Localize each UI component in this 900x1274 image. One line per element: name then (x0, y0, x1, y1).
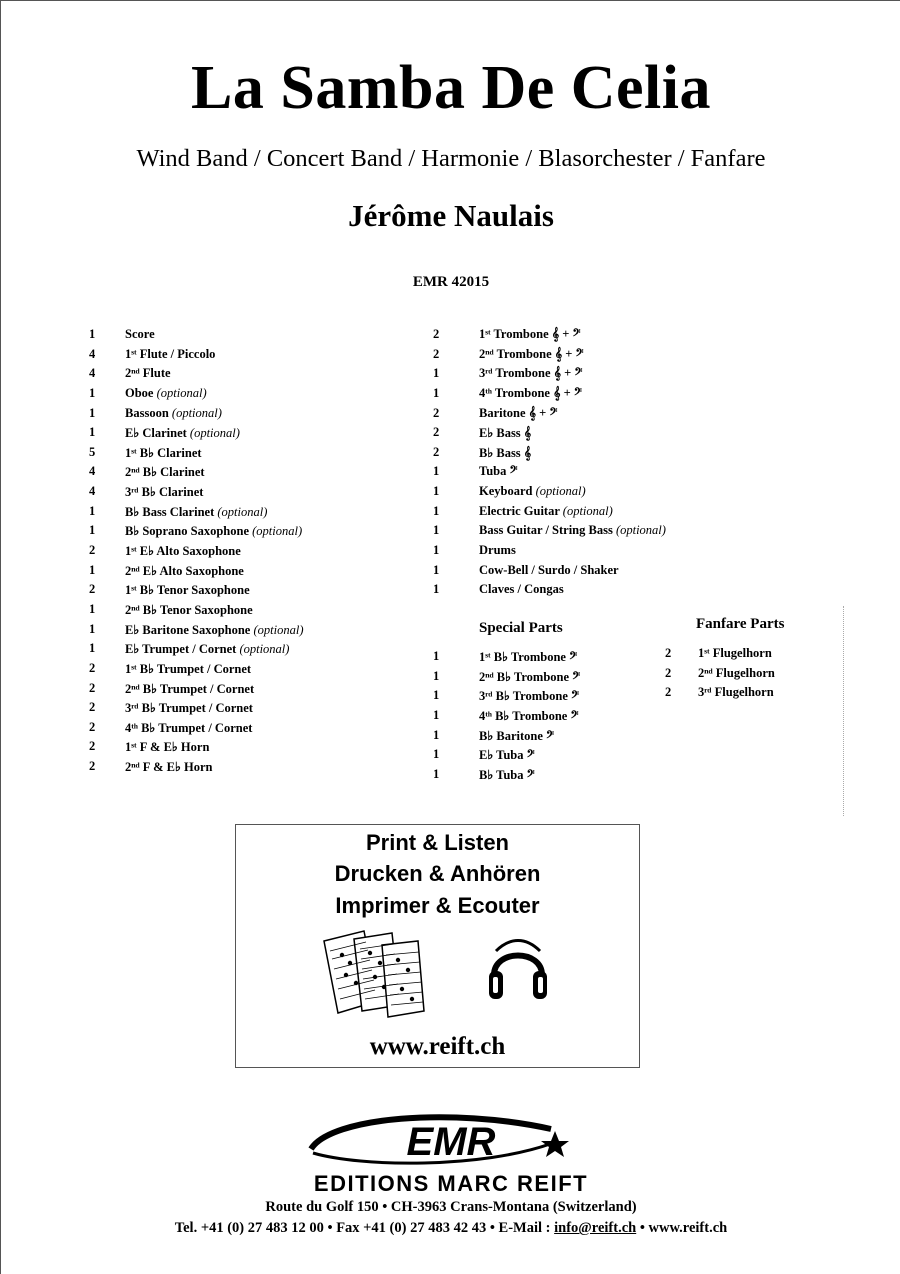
part-row (665, 666, 845, 686)
part-row (89, 759, 419, 779)
part-row (433, 543, 763, 563)
part-quantity: 2 (433, 346, 440, 361)
part-quantity: 2 (89, 719, 96, 734)
part-name (125, 582, 250, 598)
part-name (479, 523, 666, 538)
part-quantity: 2 (433, 444, 440, 459)
part-quantity: 4 (89, 366, 96, 381)
fanfare-parts-heading: Fanfare Parts (696, 616, 785, 632)
part-row (89, 327, 419, 347)
part-name-text: E♭ Clarinet (125, 426, 190, 441)
part-name (125, 759, 212, 775)
contact-phone-fax: Tel. +41 (0) 27 483 12 00 • Fax +41 (0) 27 483 42 43 • E-Mail : (174, 1220, 555, 1236)
part-name (698, 646, 772, 661)
part-name (125, 523, 302, 539)
part-row (89, 347, 419, 367)
emr-logo-mark: EMR (406, 1120, 496, 1164)
part-row (433, 747, 673, 767)
part-name-text: Bass Guitar / String Bass (479, 523, 616, 538)
part-name-text: 3ʳᵈ B♭ Trombone 𝄢 (479, 689, 580, 704)
part-row (433, 582, 763, 602)
part-name-text: Bassoon (125, 405, 172, 420)
part-quantity: 1 (89, 385, 96, 400)
part-row (433, 366, 763, 386)
part-quantity: 2 (89, 700, 96, 715)
part-row (89, 464, 419, 484)
optional-tag: (optional) (189, 426, 240, 441)
part-name-text: 1ˢᵗ B♭ Tenor Saxophone (125, 583, 250, 598)
part-name-text: 2ⁿᵈ B♭ Trombone 𝄢 (479, 669, 581, 684)
part-name-text: E♭ Baritone Saxophone (125, 622, 254, 637)
optional-tag: (optional) (252, 524, 303, 539)
part-quantity: 2 (665, 665, 672, 680)
part-name (479, 563, 619, 578)
part-name-text: 2ⁿᵈ Flute (125, 366, 171, 381)
part-quantity: 1 (433, 707, 440, 722)
part-row (89, 622, 419, 642)
part-quantity: 1 (433, 523, 440, 538)
optional-tag: (optional) (239, 642, 290, 657)
part-row (433, 767, 673, 787)
part-name (479, 347, 584, 362)
part-name-text: 4ᵗʰ B♭ Trumpet / Cornet (125, 720, 253, 735)
part-quantity: 1 (89, 601, 96, 616)
parts-list-left (89, 327, 419, 779)
part-name (125, 347, 215, 362)
part-row (433, 464, 763, 484)
part-name (479, 688, 579, 704)
piece-title: La Samba De Celia (191, 54, 711, 122)
email-link[interactable]: info@reift.ch (554, 1220, 637, 1236)
part-name-text: B♭ Soprano Saxophone (125, 524, 253, 539)
part-name-text: 1ˢᵗ Flugelhorn (698, 646, 772, 660)
part-name-text: E♭ Tuba 𝄢 (479, 748, 535, 763)
part-name-text: 1ˢᵗ E♭ Alto Saxophone (125, 544, 241, 559)
part-quantity: 1 (433, 484, 440, 499)
part-row (89, 523, 419, 543)
part-name-text: Oboe (125, 385, 157, 400)
optional-tag: (optional) (217, 504, 268, 519)
part-name (479, 504, 613, 519)
part-name-text: 2ⁿᵈ F & E♭ Horn (125, 760, 213, 775)
catalog-number: EMR 42015 (412, 274, 490, 290)
part-name (125, 366, 171, 381)
part-name (479, 425, 531, 441)
part-quantity: 2 (89, 739, 96, 754)
optional-tag: (optional) (562, 503, 613, 518)
edge-line (843, 606, 844, 816)
part-name (698, 685, 774, 700)
part-row (433, 523, 763, 543)
part-name-text: E♭ Trumpet / Cornet (125, 642, 240, 657)
publisher-contact (1, 1220, 900, 1237)
part-name (125, 327, 155, 342)
part-name-text: 2ⁿᵈ B♭ Trumpet / Cornet (125, 681, 255, 696)
part-name-text: 1ˢᵗ Flute / Piccolo (125, 346, 216, 361)
special-parts-heading: Special Parts (479, 620, 563, 636)
optional-tag: (optional) (253, 622, 304, 637)
part-row (433, 347, 763, 367)
part-name (479, 484, 586, 499)
part-row (89, 641, 419, 661)
promo-url[interactable]: www.reift.ch (369, 1033, 506, 1060)
part-name-text: 2ⁿᵈ E♭ Alto Saxophone (125, 563, 244, 578)
part-name-text: 4ᵗʰ B♭ Trombone 𝄢 (479, 708, 579, 723)
part-row (89, 661, 419, 681)
publisher-name: EDITIONS MARC REIFT (313, 1171, 589, 1196)
part-name (125, 681, 254, 697)
part-quantity: 1 (89, 405, 96, 420)
part-name (479, 464, 518, 479)
part-name-text: Score (125, 327, 155, 341)
part-name-text: Tuba 𝄢 (479, 464, 518, 479)
part-row (433, 386, 763, 406)
print-listen-box[interactable] (235, 824, 640, 1068)
part-row (433, 649, 673, 669)
optional-tag: (optional) (156, 385, 207, 400)
promo-line-drucken: Drucken & Anhören (334, 861, 541, 886)
part-quantity: 1 (89, 523, 96, 538)
part-quantity: 1 (433, 464, 440, 479)
part-name (479, 543, 516, 558)
part-quantity: 1 (89, 562, 96, 577)
part-name-text: 1ˢᵗ B♭ Trombone 𝄢 (479, 650, 578, 664)
part-name (479, 669, 580, 685)
part-name-text: 2ⁿᵈ Flugelhorn (698, 665, 775, 680)
part-name (479, 366, 582, 381)
emr-logo (301, 1109, 601, 1171)
part-row (665, 685, 845, 705)
part-name (479, 767, 535, 783)
part-quantity: 2 (433, 425, 440, 440)
part-quantity: 1 (89, 641, 96, 656)
part-name-text: 2ⁿᵈ B♭ Tenor Saxophone (125, 602, 253, 617)
part-name-text: 4ᵗʰ Trombone 𝄞 + 𝄢 (479, 385, 582, 400)
part-quantity: 2 (665, 685, 672, 700)
part-name (479, 386, 582, 401)
part-name (125, 563, 244, 579)
part-quantity: 1 (433, 503, 440, 518)
part-quantity: 2 (433, 405, 440, 420)
part-name-text: Claves / Congas (479, 582, 564, 597)
part-name-text: 1ˢᵗ Trombone 𝄞 + 𝄢 (479, 327, 581, 341)
part-quantity: 1 (433, 582, 440, 597)
part-quantity: 2 (89, 582, 96, 597)
part-row (665, 646, 845, 666)
part-name (479, 582, 564, 597)
part-name (479, 728, 554, 744)
part-row (89, 543, 419, 563)
part-row (433, 708, 673, 728)
part-row (89, 563, 419, 583)
part-row (89, 602, 419, 622)
part-quantity: 1 (433, 385, 440, 400)
special-parts-list (433, 649, 673, 786)
part-row (89, 720, 419, 740)
part-row (433, 669, 673, 689)
part-row (89, 445, 419, 465)
part-row (433, 406, 763, 426)
part-quantity: 1 (433, 747, 440, 762)
part-name (125, 700, 253, 716)
parts-list-right (433, 327, 763, 602)
part-row (89, 700, 419, 720)
part-name-text: B♭ Tuba 𝄢 (479, 767, 535, 782)
sheet-music-icon (320, 927, 430, 1019)
part-row (89, 386, 419, 406)
part-name (698, 666, 775, 681)
part-row (433, 563, 763, 583)
part-quantity: 1 (433, 688, 440, 703)
part-row (89, 681, 419, 701)
promo-line-imprimer: Imprimer & Ecouter (335, 893, 540, 918)
optional-tag: (optional) (615, 523, 666, 538)
part-name-text: 3ʳᵈ B♭ Clarinet (125, 485, 204, 500)
part-row (89, 406, 419, 426)
part-row (433, 425, 763, 445)
publisher-address: Route du Golf 150 • CH-3963 Crans-Montana (Switzerland) (265, 1199, 637, 1215)
part-quantity: 1 (433, 366, 440, 381)
part-name-text: Baritone 𝄞 + 𝄢 (479, 405, 558, 420)
part-quantity: 4 (89, 484, 96, 499)
composer-name: Jérôme Naulais (348, 198, 554, 233)
optional-tag: (optional) (535, 484, 586, 499)
part-row (89, 484, 419, 504)
part-name-text: 2ⁿᵈ B♭ Clarinet (125, 465, 205, 480)
part-quantity: 1 (433, 766, 440, 781)
part-quantity: 2 (89, 543, 96, 558)
part-name-text: B♭ Bass Clarinet (125, 504, 218, 519)
part-name-text: Electric Guitar (479, 503, 563, 518)
part-quantity: 1 (433, 727, 440, 742)
part-quantity: 1 (433, 543, 440, 558)
part-name-text: Drums (479, 543, 516, 558)
part-name (125, 739, 209, 755)
part-name-text: B♭ Baritone 𝄢 (479, 728, 555, 743)
part-name-text: 1ˢᵗ F & E♭ Horn (125, 740, 210, 755)
part-name (125, 445, 202, 461)
part-name (125, 406, 222, 421)
part-row (433, 504, 763, 524)
part-row (89, 582, 419, 602)
part-name (479, 327, 581, 342)
part-row (433, 484, 763, 504)
part-name-text: Keyboard (479, 484, 536, 499)
part-name (479, 747, 535, 763)
part-row (89, 739, 419, 759)
part-name (125, 504, 267, 520)
part-quantity: 1 (89, 425, 96, 440)
part-quantity: 5 (89, 444, 96, 459)
part-quantity: 1 (89, 621, 96, 636)
part-row (433, 445, 763, 465)
part-quantity: 4 (89, 464, 96, 479)
part-name-text: 1ˢᵗ B♭ Trumpet / Cornet (125, 661, 252, 676)
part-quantity: 1 (433, 649, 440, 663)
part-name (125, 425, 240, 441)
part-name (125, 641, 289, 657)
part-row (433, 688, 673, 708)
part-quantity: 1 (433, 562, 440, 577)
headphones-icon (486, 935, 550, 1005)
part-name (479, 649, 577, 665)
ensemble-subtitle: Wind Band / Concert Band / Harmonie / Blasorchester / Fanfare (136, 145, 766, 172)
part-row (89, 425, 419, 445)
part-name-text: 3ʳᵈ Flugelhorn (698, 685, 774, 700)
part-quantity: 2 (433, 327, 440, 341)
part-quantity: 1 (433, 668, 440, 683)
part-row (433, 327, 763, 347)
part-name (125, 543, 241, 559)
part-name (125, 484, 203, 500)
part-name-text: E♭ Bass 𝄞 (479, 426, 532, 441)
part-name-text: 1ˢᵗ B♭ Clarinet (125, 445, 202, 460)
part-name-text: B♭ Bass 𝄞 (479, 445, 532, 460)
part-quantity: 2 (89, 660, 96, 675)
part-quantity: 1 (89, 503, 96, 518)
part-quantity: 4 (89, 346, 96, 361)
part-name (479, 708, 578, 724)
part-name (479, 445, 531, 461)
part-quantity: 2 (89, 759, 96, 774)
part-row (433, 728, 673, 748)
part-row (89, 366, 419, 386)
promo-line-print: Print & Listen (365, 830, 509, 855)
part-name-text: 3ʳᵈ B♭ Trumpet / Cornet (125, 701, 253, 716)
optional-tag: (optional) (171, 405, 222, 420)
fanfare-parts-list (665, 646, 845, 705)
part-name-text: Cow-Bell / Surdo / Shaker (479, 562, 619, 577)
contact-website: • www.reift.ch (636, 1220, 728, 1236)
part-name (125, 602, 253, 618)
part-quantity: 2 (89, 680, 96, 695)
part-name-text: 2ⁿᵈ Trombone 𝄞 + 𝄢 (479, 346, 584, 361)
part-name (125, 661, 251, 677)
part-row (89, 504, 419, 524)
part-quantity: 2 (665, 646, 672, 660)
part-name (125, 720, 252, 736)
part-name (479, 406, 557, 421)
part-name (125, 464, 205, 480)
part-name (125, 386, 207, 401)
part-name-text: 3ʳᵈ Trombone 𝄞 + 𝄢 (479, 366, 583, 381)
part-name (125, 622, 304, 638)
part-quantity: 1 (89, 327, 96, 341)
